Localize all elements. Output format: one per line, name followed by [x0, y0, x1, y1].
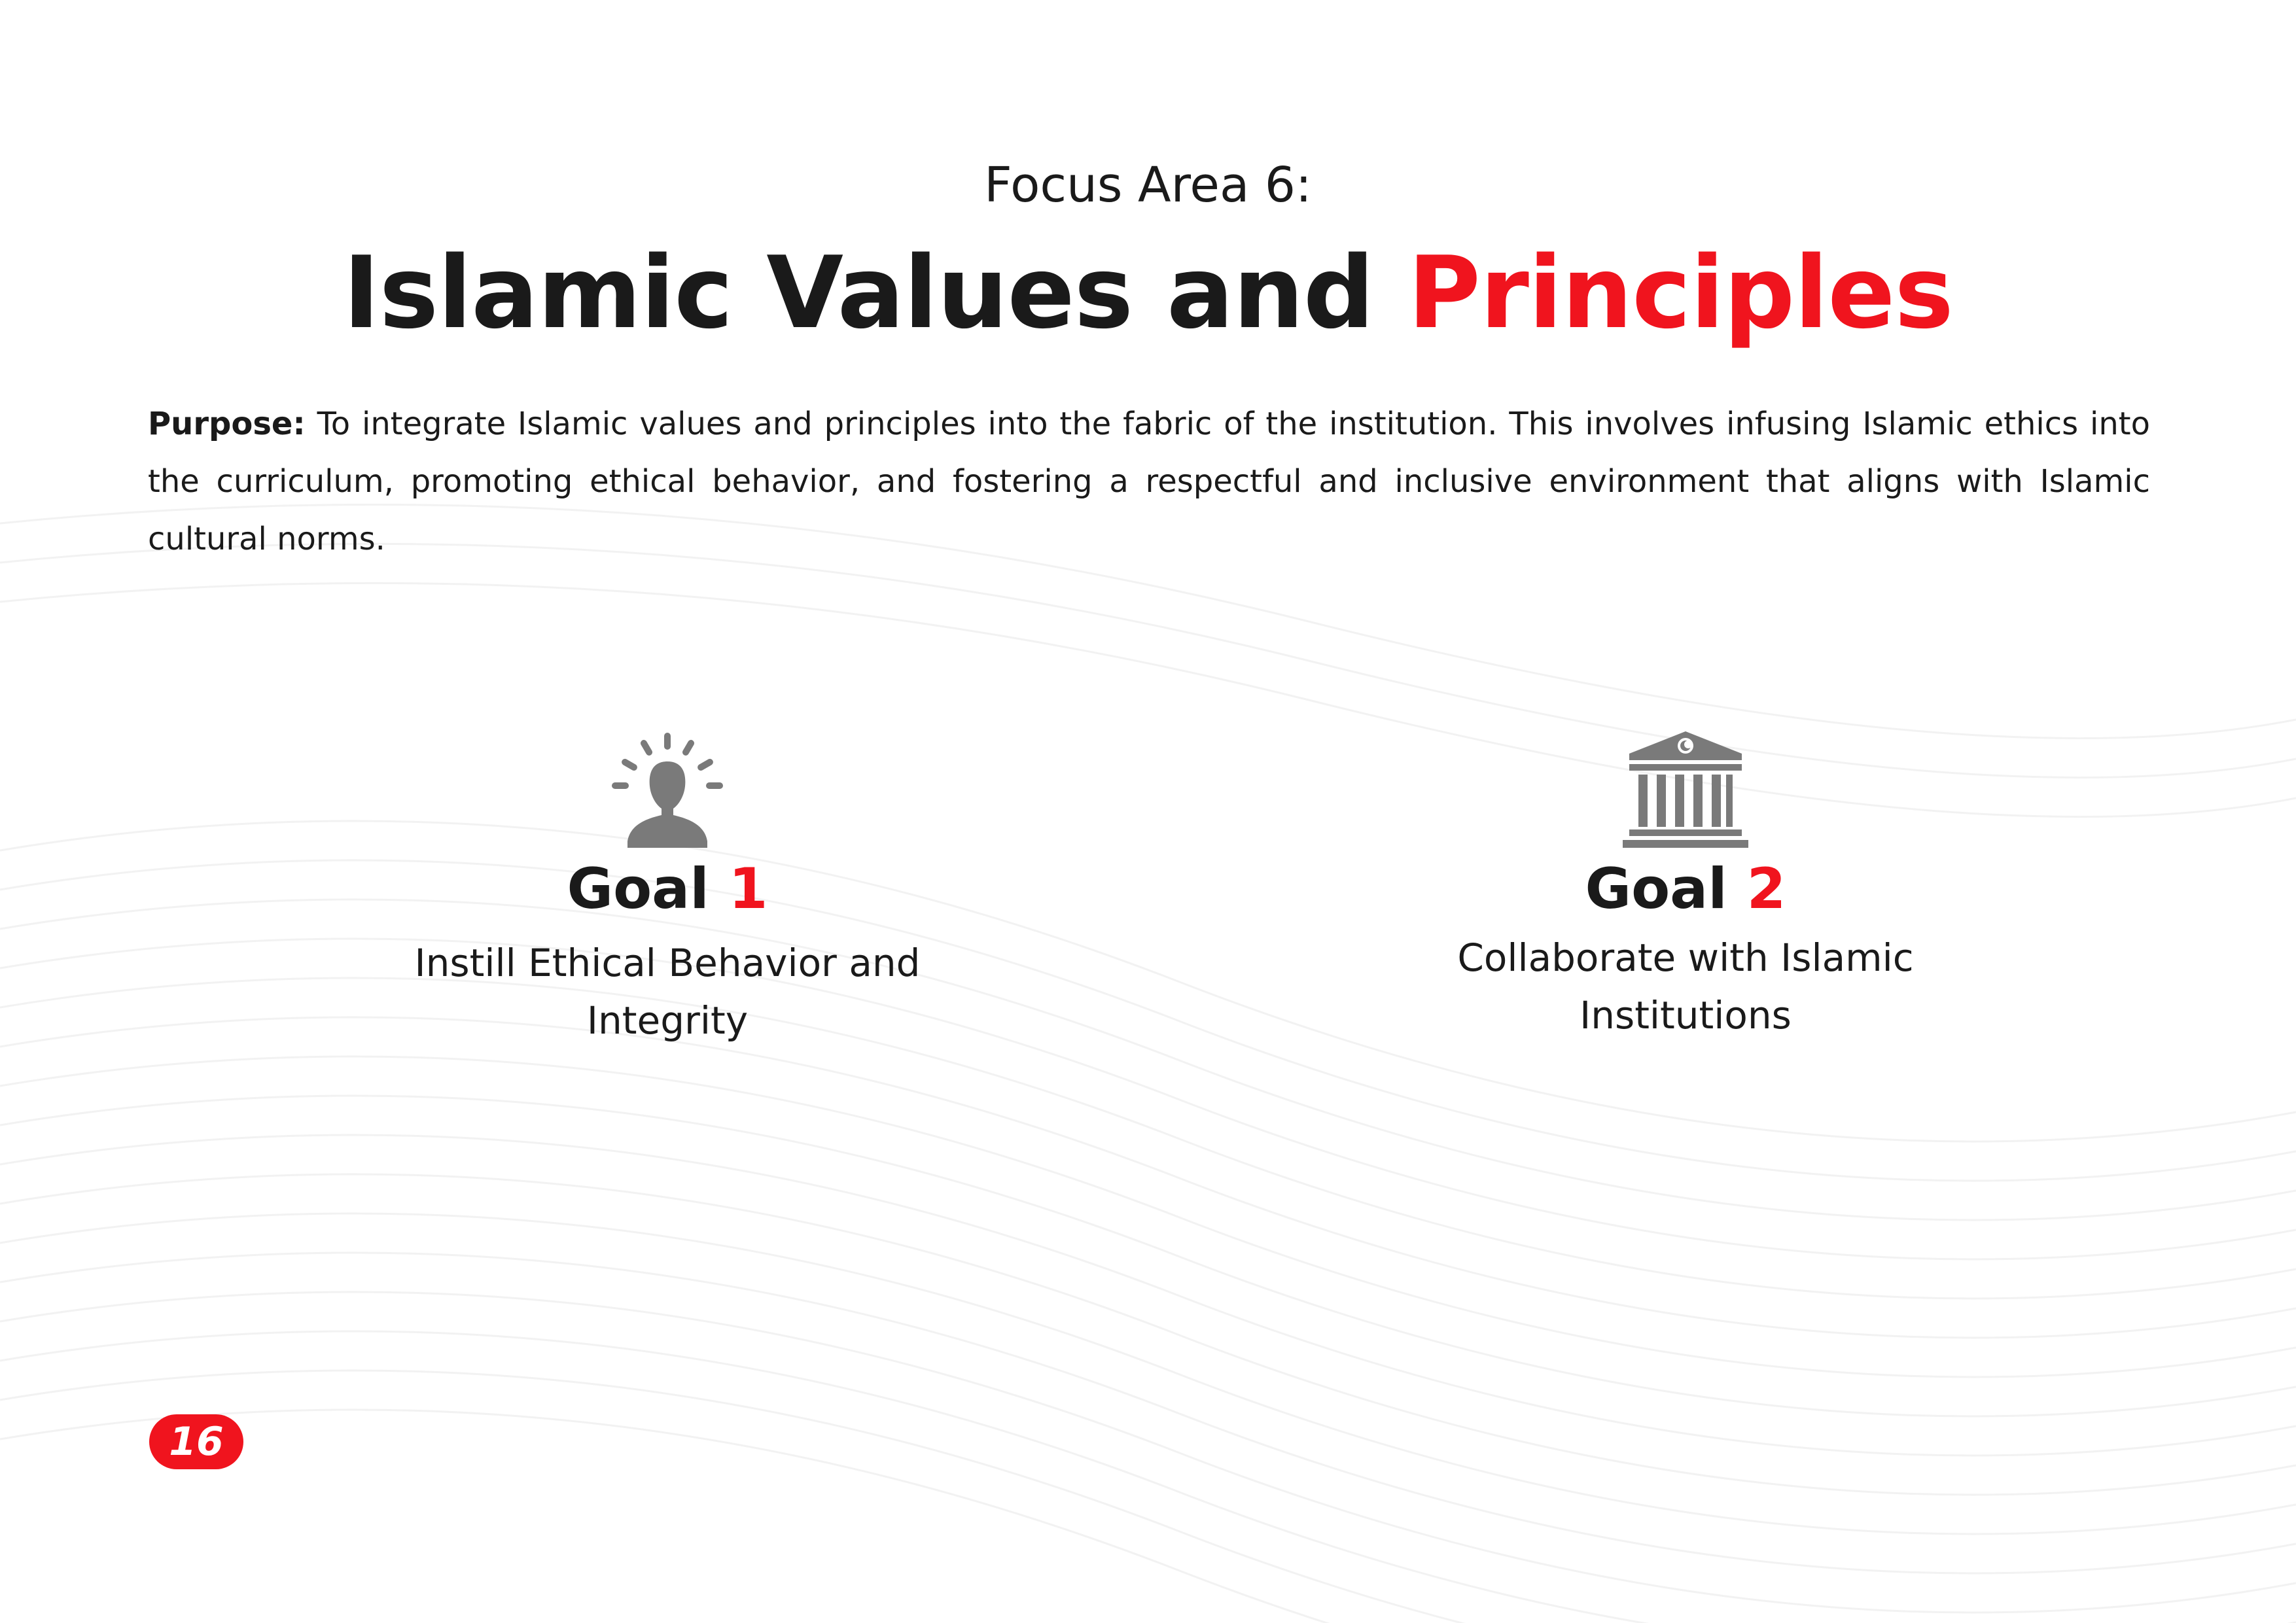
- purpose-label: Purpose:: [148, 406, 306, 442]
- goal-1-label: Goal: [567, 856, 709, 922]
- goal-2-description: [1326, 929, 2045, 1044]
- purpose-paragraph: [148, 395, 2150, 568]
- page-title: [0, 228, 2296, 358]
- goal-1-desc-line1: Instill Ethical Behavior and: [414, 941, 921, 985]
- goal-1-desc-line2: Integrity: [586, 998, 749, 1043]
- goal-2-card: [1326, 730, 2045, 1044]
- goal-1-card: [308, 730, 1027, 1049]
- person-idea-icon: [612, 730, 723, 848]
- goal-1-description: [308, 934, 1027, 1049]
- goal-2-label: Goal: [1585, 856, 1727, 922]
- goal-2-desc-line2: Institutions: [1580, 993, 1792, 1038]
- purpose-text: To integrate Islamic values and principles into the fabric of the institution. This involves infusing Islamic ethics into the curriculum, promoting ethical behavior, and fostering a respectful and inclusive environment that aligns with Islamic cultural norms.: [148, 406, 2150, 557]
- page-header: [0, 149, 2296, 358]
- focus-area-subtitle: Focus Area 6:: [984, 157, 1312, 213]
- goal-1-title: [308, 853, 1027, 925]
- goal-2-title: [1326, 853, 2045, 925]
- institution-building-icon: [1620, 730, 1751, 848]
- title-main: Islamic Values and: [343, 235, 1374, 351]
- goal-2-desc-line1: Collaborate with Islamic: [1457, 935, 1914, 980]
- goal-1-number: 1: [728, 856, 768, 922]
- title-accent: Principles: [1407, 235, 1953, 351]
- page-number-badge: 16: [149, 1414, 243, 1469]
- goal-2-number: 2: [1746, 856, 1786, 922]
